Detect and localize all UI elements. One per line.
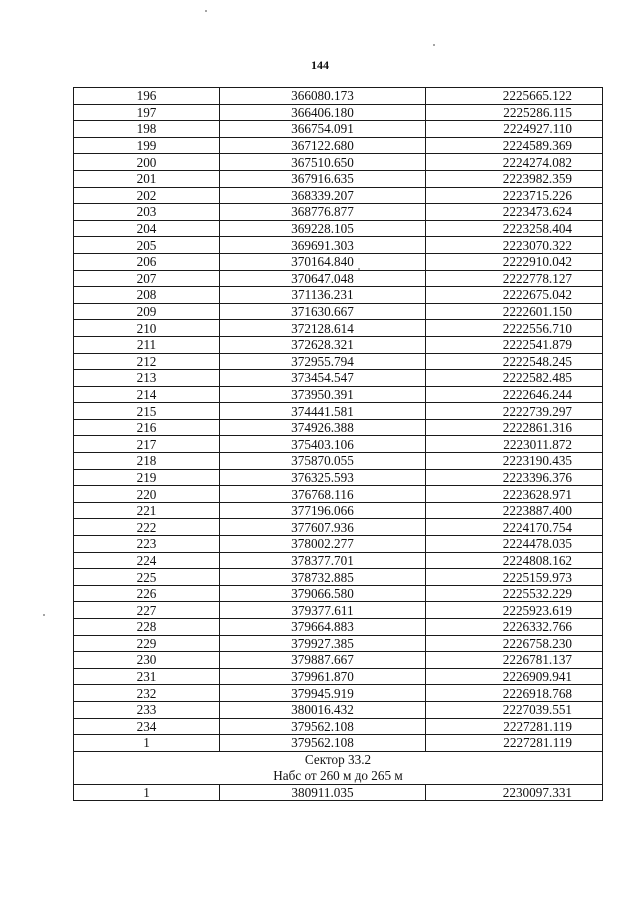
point-number-cell: 205	[74, 237, 220, 254]
y-coordinate-cell: 2223628.971	[426, 486, 603, 503]
y-coordinate-cell: 2222861.316	[426, 419, 603, 436]
y-coordinate-cell: 2225532.229	[426, 585, 603, 602]
table-row	[74, 453, 603, 470]
coordinates-table	[73, 87, 603, 801]
y-coordinate-cell: 2224808.162	[426, 552, 603, 569]
point-number-cell: 229	[74, 635, 220, 652]
y-coordinate-cell: 2223011.872	[426, 436, 603, 453]
x-coordinate-cell: 376325.593	[220, 469, 426, 486]
table-row	[74, 602, 603, 619]
table-row	[74, 635, 603, 652]
point-number-cell: 211	[74, 336, 220, 353]
y-coordinate-cell: 2224170.754	[426, 519, 603, 536]
x-coordinate-cell: 378732.885	[220, 569, 426, 586]
y-coordinate-cell: 2222548.245	[426, 353, 603, 370]
table-row	[74, 486, 603, 503]
point-number-cell: 233	[74, 701, 220, 718]
x-coordinate-cell: 367510.650	[220, 154, 426, 171]
table-row	[74, 104, 603, 121]
point-number-cell: 222	[74, 519, 220, 536]
point-number-cell: 226	[74, 585, 220, 602]
y-coordinate-cell: 2224927.110	[426, 121, 603, 138]
table-row	[74, 701, 603, 718]
x-coordinate-cell: 377196.066	[220, 502, 426, 519]
y-coordinate-cell: 2222582.485	[426, 370, 603, 387]
scan-speck	[205, 10, 207, 12]
coordinates-table-body	[74, 88, 603, 801]
x-coordinate-cell: 379562.108	[220, 718, 426, 735]
point-number-cell: 232	[74, 685, 220, 702]
x-coordinate-cell: 379562.108	[220, 735, 426, 752]
table-row	[74, 552, 603, 569]
point-number-cell: 209	[74, 303, 220, 320]
point-number-cell: 234	[74, 718, 220, 735]
table-row	[74, 685, 603, 702]
table-row	[74, 270, 603, 287]
y-coordinate-cell: 2222778.127	[426, 270, 603, 287]
point-number-cell: 1	[74, 784, 220, 801]
x-coordinate-cell: 379066.580	[220, 585, 426, 602]
sector-title: Сектор 33.2	[304, 751, 372, 767]
x-coordinate-cell: 380016.432	[220, 701, 426, 718]
y-coordinate-cell: 2224478.035	[426, 536, 603, 553]
point-number-cell: 220	[74, 486, 220, 503]
y-coordinate-cell: 2225159.973	[426, 569, 603, 586]
point-number-cell: 212	[74, 353, 220, 370]
sector-subtitle: Набс от 260 м до 265 м	[273, 767, 403, 783]
x-coordinate-cell: 376768.116	[220, 486, 426, 503]
table-row	[74, 519, 603, 536]
x-coordinate-cell: 368776.877	[220, 204, 426, 221]
table-row	[74, 170, 603, 187]
page-number: 144	[311, 58, 329, 72]
y-coordinate-cell: 2225665.122	[426, 88, 603, 105]
table-row	[74, 436, 603, 453]
point-number-cell: 204	[74, 220, 220, 237]
point-number-cell: 221	[74, 502, 220, 519]
y-coordinate-cell: 2223070.322	[426, 237, 603, 254]
x-coordinate-cell: 367916.635	[220, 170, 426, 187]
table-row	[74, 668, 603, 685]
point-number-cell: 230	[74, 652, 220, 669]
y-coordinate-cell: 2226781.137	[426, 652, 603, 669]
y-coordinate-cell: 2226332.766	[426, 619, 603, 636]
table-row	[74, 502, 603, 519]
y-coordinate-cell: 2223473.624	[426, 204, 603, 221]
point-number-cell: 215	[74, 403, 220, 420]
x-coordinate-cell: 379377.611	[220, 602, 426, 619]
x-coordinate-cell: 372128.614	[220, 320, 426, 337]
y-coordinate-cell: 2222675.042	[426, 287, 603, 304]
x-coordinate-cell: 375870.055	[220, 453, 426, 470]
table-row	[74, 287, 603, 304]
table-row	[74, 718, 603, 735]
x-coordinate-cell: 374441.581	[220, 403, 426, 420]
point-number-cell: 227	[74, 602, 220, 619]
y-coordinate-cell: 2227039.551	[426, 701, 603, 718]
x-coordinate-cell: 380911.035	[220, 784, 426, 801]
y-coordinate-cell: 2223258.404	[426, 220, 603, 237]
point-number-cell: 199	[74, 137, 220, 154]
x-coordinate-cell: 379945.919	[220, 685, 426, 702]
x-coordinate-cell: 377607.936	[220, 519, 426, 536]
table-row	[74, 88, 603, 105]
point-number-cell: 218	[74, 453, 220, 470]
table-row	[74, 652, 603, 669]
point-number-cell: 197	[74, 104, 220, 121]
y-coordinate-cell: 2224274.082	[426, 154, 603, 171]
point-number-cell: 225	[74, 569, 220, 586]
x-coordinate-cell: 368339.207	[220, 187, 426, 204]
point-number-cell: 231	[74, 668, 220, 685]
table-row	[74, 253, 603, 270]
table-row	[74, 137, 603, 154]
y-coordinate-cell: 2225923.619	[426, 602, 603, 619]
point-number-cell: 219	[74, 469, 220, 486]
table-row	[74, 536, 603, 553]
table-row	[74, 784, 603, 801]
scan-speck	[43, 614, 45, 616]
y-coordinate-cell: 2230097.331	[426, 784, 603, 801]
point-number-cell: 200	[74, 154, 220, 171]
sector-header-row	[74, 751, 603, 784]
table-row	[74, 204, 603, 221]
table-row	[74, 353, 603, 370]
x-coordinate-cell: 369691.303	[220, 237, 426, 254]
x-coordinate-cell: 375403.106	[220, 436, 426, 453]
x-coordinate-cell: 367122.680	[220, 137, 426, 154]
y-coordinate-cell: 2223396.376	[426, 469, 603, 486]
point-number-cell: 216	[74, 419, 220, 436]
table-row	[74, 370, 603, 387]
scan-speck	[358, 268, 360, 270]
x-coordinate-cell: 371136.231	[220, 287, 426, 304]
table-row	[74, 320, 603, 337]
table-row	[74, 237, 603, 254]
y-coordinate-cell: 2222910.042	[426, 253, 603, 270]
x-coordinate-cell: 366080.173	[220, 88, 426, 105]
point-number-cell: 210	[74, 320, 220, 337]
x-coordinate-cell: 379961.870	[220, 668, 426, 685]
x-coordinate-cell: 379664.883	[220, 619, 426, 636]
y-coordinate-cell: 2222541.879	[426, 336, 603, 353]
x-coordinate-cell: 370647.048	[220, 270, 426, 287]
x-coordinate-cell: 379887.667	[220, 652, 426, 669]
x-coordinate-cell: 374926.388	[220, 419, 426, 436]
point-number-cell: 217	[74, 436, 220, 453]
point-number-cell: 1	[74, 735, 220, 752]
point-number-cell: 208	[74, 287, 220, 304]
point-number-cell: 206	[74, 253, 220, 270]
table-row	[74, 469, 603, 486]
x-coordinate-cell: 370164.840	[220, 253, 426, 270]
point-number-cell: 196	[74, 88, 220, 105]
table-row	[74, 619, 603, 636]
y-coordinate-cell: 2227281.119	[426, 718, 603, 735]
point-number-cell: 223	[74, 536, 220, 553]
table-row	[74, 336, 603, 353]
x-coordinate-cell: 378377.701	[220, 552, 426, 569]
y-coordinate-cell: 2223715.226	[426, 187, 603, 204]
y-coordinate-cell: 2226758.230	[426, 635, 603, 652]
table-row	[74, 569, 603, 586]
point-number-cell: 213	[74, 370, 220, 387]
x-coordinate-cell: 372955.794	[220, 353, 426, 370]
table-row	[74, 386, 603, 403]
x-coordinate-cell: 379927.385	[220, 635, 426, 652]
y-coordinate-cell: 2223190.435	[426, 453, 603, 470]
x-coordinate-cell: 371630.667	[220, 303, 426, 320]
x-coordinate-cell: 366406.180	[220, 104, 426, 121]
point-number-cell: 203	[74, 204, 220, 221]
table-row	[74, 121, 603, 138]
y-coordinate-cell: 2223982.359	[426, 170, 603, 187]
table-row	[74, 419, 603, 436]
table-row	[74, 187, 603, 204]
y-coordinate-cell: 2222646.244	[426, 386, 603, 403]
y-coordinate-cell: 2227281.119	[426, 735, 603, 752]
y-coordinate-cell: 2226909.941	[426, 668, 603, 685]
x-coordinate-cell: 369228.105	[220, 220, 426, 237]
table-row	[74, 585, 603, 602]
point-number-cell: 214	[74, 386, 220, 403]
table-row	[74, 403, 603, 420]
x-coordinate-cell: 373454.547	[220, 370, 426, 387]
y-coordinate-cell: 2225286.115	[426, 104, 603, 121]
x-coordinate-cell: 378002.277	[220, 536, 426, 553]
point-number-cell: 224	[74, 552, 220, 569]
table-row	[74, 220, 603, 237]
y-coordinate-cell: 2226918.768	[426, 685, 603, 702]
point-number-cell: 198	[74, 121, 220, 138]
table-row	[74, 154, 603, 171]
y-coordinate-cell: 2222556.710	[426, 320, 603, 337]
point-number-cell: 207	[74, 270, 220, 287]
point-number-cell: 228	[74, 619, 220, 636]
y-coordinate-cell: 2223887.400	[426, 502, 603, 519]
point-number-cell: 201	[74, 170, 220, 187]
y-coordinate-cell: 2222739.297	[426, 403, 603, 420]
table-row	[74, 735, 603, 752]
y-coordinate-cell: 2222601.150	[426, 303, 603, 320]
scan-speck	[433, 44, 435, 46]
y-coordinate-cell: 2224589.369	[426, 137, 603, 154]
sector-header	[74, 751, 603, 784]
x-coordinate-cell: 372628.321	[220, 336, 426, 353]
point-number-cell: 202	[74, 187, 220, 204]
x-coordinate-cell: 366754.091	[220, 121, 426, 138]
table-row	[74, 303, 603, 320]
x-coordinate-cell: 373950.391	[220, 386, 426, 403]
